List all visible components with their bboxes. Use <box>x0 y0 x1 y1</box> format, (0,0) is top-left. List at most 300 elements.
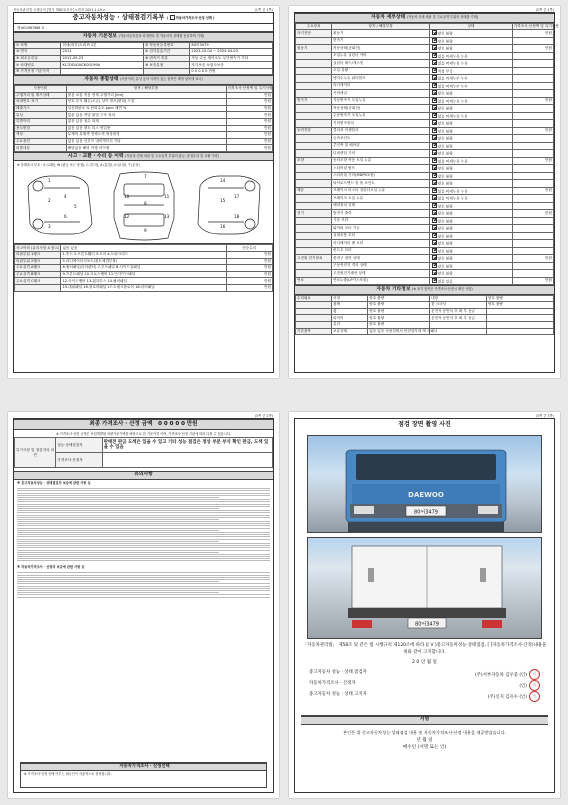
appraisal-choice-text: ※ 가격조사·산정 선택 여부는 매수인이 자율적으로 결정합니다. <box>24 772 112 776</box>
state-checkbox[interactable] <box>432 188 437 193</box>
accident-value: 5.라디에이터서포트(볼트체결부품) <box>61 258 226 265</box>
status-row <box>15 112 273 119</box>
wheel-front-right <box>245 181 255 191</box>
accident-row <box>15 278 273 285</box>
state-checkbox[interactable] <box>432 233 437 238</box>
accident-price-unit: 만원 <box>226 252 272 259</box>
etc-row <box>296 302 554 309</box>
detail-item: 커먼레일 <box>332 90 430 98</box>
accident-price-unit: 만원 <box>226 258 272 265</box>
detail-row <box>296 270 554 278</box>
notice-text-line <box>17 539 270 540</box>
detail-group: 제동 <box>296 187 332 195</box>
state-checkbox[interactable] <box>432 203 437 208</box>
detail-row <box>296 142 554 150</box>
etc-label <box>296 315 332 322</box>
detail-state <box>430 202 513 210</box>
accident-value: 없음 있음 <box>61 245 226 252</box>
state-checkbox[interactable] <box>432 30 437 35</box>
accident-simple-repair: 단순수리 <box>226 245 272 252</box>
detail-item: 추진축 및 베어링 <box>332 142 430 150</box>
band-title: 사고 · 교환 · 수리 등 이력 <box>68 153 124 159</box>
notice-text-line <box>17 586 270 587</box>
detail-row <box>296 157 554 165</box>
notice-text-line <box>17 512 270 513</box>
state-checkbox[interactable] <box>432 255 437 260</box>
page-4-frame <box>294 418 555 793</box>
detail-row <box>296 180 554 188</box>
basic-value-2: 0 0 0 0 0 만원 <box>190 68 273 75</box>
detail-group <box>296 225 332 233</box>
detail-state <box>430 135 513 143</box>
detail-group <box>296 195 332 203</box>
etc-state-2 <box>486 315 553 322</box>
detail-price <box>512 135 553 143</box>
detail-state-text: 양호 불량 <box>437 264 453 269</box>
seal-stamp: 인 <box>529 691 540 702</box>
accident-value: 6.쿼터패널(리어펜더) 7.루프패널 8.사이드실패널 <box>61 265 226 272</box>
signer-name <box>488 691 540 702</box>
notice-text-line <box>17 506 270 507</box>
status-label: 차대번호 표기 <box>15 99 67 106</box>
notice-text-line <box>17 572 270 573</box>
detail-state <box>430 210 513 218</box>
state-checkbox[interactable] <box>432 165 437 170</box>
basic-value-2: 2023.10.04 ~ 2024.04.03 <box>190 49 273 56</box>
state-checkbox[interactable] <box>432 120 437 125</box>
notice-text-line <box>17 508 219 509</box>
status-label: 튜닝 <box>15 112 67 119</box>
accident-repair-table <box>14 244 273 291</box>
etc-info-band <box>295 285 554 295</box>
notice-text-line <box>17 583 270 584</box>
status-head-item: 항목 / 해당부품 <box>66 85 226 92</box>
detail-state <box>430 217 513 225</box>
diagram-part-number: 16 <box>220 224 226 230</box>
title-check-option: ( 자동차가격조사·산정 선택 ) <box>166 16 215 20</box>
diagram-part-number: 2 <box>48 198 51 204</box>
notice-text-line <box>17 515 270 516</box>
state-checkbox[interactable] <box>432 113 437 118</box>
detail-state-text: 양호 불량 <box>437 106 453 111</box>
etc-item: 유리 <box>332 321 368 328</box>
signer-name <box>475 669 540 680</box>
detail-state-text: 양호 불량 <box>437 226 453 231</box>
detail-item: 고전원전기배선 상태 <box>332 270 430 278</box>
detail-group <box>296 240 332 248</box>
notice-text-line <box>17 488 270 489</box>
basic-label: ③ 연식 <box>15 49 61 56</box>
band-title: 자동차 기본정보 <box>82 34 117 39</box>
etc-item: 보유상태 <box>332 328 368 335</box>
basic-label: ⑤ 최초등록일 <box>15 55 61 62</box>
etc-state-2 <box>486 328 553 335</box>
checkbox[interactable] <box>170 15 175 20</box>
detail-group <box>296 150 332 158</box>
detail-price <box>512 247 553 255</box>
detail-state-text: 양호 불량 <box>437 174 453 179</box>
signer-label: 중고자동차 성능 · 상태 고지자 <box>309 692 367 697</box>
detail-group: 원동기 <box>296 45 332 53</box>
detail-state <box>430 75 513 83</box>
notice-text-line <box>17 579 270 580</box>
detail-group <box>296 165 332 173</box>
page-number: (1쪽 중 1쪽) <box>254 8 273 12</box>
diagram-part-number: 8 <box>144 201 147 207</box>
band-title: 자동차 기타정보 <box>376 287 411 293</box>
state-checkbox[interactable] <box>432 53 437 58</box>
etc-item: 외장 <box>332 295 368 302</box>
etc-state: 양호 불량 <box>368 308 430 315</box>
state-checkbox[interactable] <box>432 98 437 103</box>
notice-text-line <box>17 499 270 500</box>
diagram-part-number: 14 <box>220 178 226 184</box>
notice-text-line <box>17 525 270 526</box>
detail-state-text: 없음 미세누수 누수 <box>437 76 468 81</box>
detail-state <box>430 82 513 90</box>
etc-state: 양호 불량 <box>368 302 430 309</box>
notice-text-line <box>17 547 270 548</box>
signer-name <box>519 680 540 691</box>
detail-price <box>512 165 553 173</box>
buyer-signature: 매수인 (서명 또는 인) <box>402 744 447 750</box>
state-checkbox[interactable] <box>432 218 437 223</box>
state-checkbox[interactable] <box>432 68 437 73</box>
band-note: (자동차등록증과 차대번호 및 자동차의 상태를 동일하게 기재) <box>118 34 205 38</box>
state-checkbox[interactable] <box>432 45 437 50</box>
notice-text-line <box>17 597 270 598</box>
status-price: 만원 <box>226 132 272 139</box>
detail-state <box>430 150 513 158</box>
detail-state <box>430 90 513 98</box>
state-checkbox[interactable] <box>432 263 437 268</box>
accident-label: 외판부위 2랭크 <box>15 258 61 265</box>
form-title <box>14 13 273 24</box>
etc-item: 광택 <box>332 302 368 309</box>
notice-text-line <box>17 536 270 537</box>
special-notes-table <box>14 437 273 468</box>
detail-row <box>296 90 554 98</box>
basic-info-row <box>15 68 273 75</box>
page-3-frame <box>13 418 274 793</box>
page-2 <box>289 6 560 378</box>
state-checkbox[interactable] <box>432 240 437 245</box>
notice-text-line <box>17 521 270 522</box>
state-checkbox[interactable] <box>432 195 437 200</box>
detail-group <box>296 60 332 68</box>
detail-item: 자동변속기 오일누유 <box>332 97 430 105</box>
detail-item: 실린더 헤드/개스킷 <box>332 60 430 68</box>
notice-text-line <box>17 490 270 491</box>
page-1-frame <box>13 12 274 373</box>
detail-item: 등속조인트 <box>332 135 430 143</box>
detail-state-text: 양호 불량 <box>437 136 453 141</box>
detail-state-text: 없음 미세누유 누유 <box>437 61 468 66</box>
detail-group <box>296 112 332 120</box>
status-row <box>15 125 273 132</box>
detail-row <box>296 52 554 60</box>
status-label: 색상 <box>15 132 67 139</box>
notice-text-line <box>17 550 270 551</box>
inspector-label: 성능·상태점검자 <box>56 438 102 453</box>
accident-value: 9.프론트패널 10.크로스멤버 11.인사이드패널 <box>61 271 226 278</box>
detail-item: 와이퍼 모터 기능 <box>332 225 430 233</box>
state-checkbox[interactable] <box>432 90 437 95</box>
detail-state-text: 양호 불량 <box>437 31 453 36</box>
detail-item: 라디에이터 <box>332 82 430 90</box>
accident-label: 주요골격 C랭크 <box>15 278 61 285</box>
notice-text-line <box>17 594 270 595</box>
detail-state-text: 없음 미세누유 누유 <box>437 189 468 194</box>
notice-text-line <box>17 501 270 502</box>
document-number: 제 NO1987966 호 <box>14 24 273 32</box>
statement-date: 2 0 년 월 일 <box>412 660 437 665</box>
overall-status-table <box>14 85 273 152</box>
state-checkbox[interactable] <box>432 150 437 155</box>
detail-row <box>296 112 554 120</box>
notice-text-line <box>17 543 270 544</box>
appraisal-choice-box <box>20 762 267 788</box>
detail-price: 만원 <box>512 210 553 218</box>
basic-value: 현대(대우)트럭 R 1톤 <box>61 42 144 49</box>
state-checkbox[interactable] <box>432 143 437 148</box>
basic-label-2: ⑧ 보증유형 <box>143 62 189 69</box>
detail-row <box>296 82 554 90</box>
detail-price <box>512 240 553 248</box>
detail-state <box>430 157 513 165</box>
detail-row <box>296 195 554 203</box>
status-label: 리콜대상 <box>15 145 67 152</box>
detail-state-text: 양호 불량 <box>437 91 453 96</box>
detail-state-text: 양호 불량 <box>437 211 453 216</box>
status-head-history: 사용이력 <box>15 85 67 92</box>
etc-state-2: 양호 불량 <box>486 302 553 309</box>
wheel-rear-left <box>33 219 43 229</box>
form-title-text: 중고자동차성능 · 상태점검기록부 <box>72 14 165 21</box>
status-value: 양호 부식 훼손(오손) 상이 변조(변타) 도말 <box>66 99 226 106</box>
basic-value-2: 자동 수동 세미오토 무단변속기 기타 <box>190 55 273 62</box>
notice-text-line <box>17 497 219 498</box>
etc-item-2: 운전석 동반석 후 좌 우 응급 <box>430 315 487 322</box>
state-checkbox[interactable] <box>432 270 437 275</box>
diagram-part-number: 11 <box>164 194 170 200</box>
band-title: 자동차 세부상태 <box>371 15 406 20</box>
diagram-part-number: 18 <box>234 214 240 220</box>
basic-info-table <box>14 42 273 76</box>
state-checkbox[interactable] <box>432 38 437 43</box>
accident-label <box>15 284 61 291</box>
etc-state: 양호 불량 <box>368 321 430 328</box>
state-checkbox[interactable] <box>432 75 437 80</box>
detail-group <box>296 270 332 278</box>
state-checkbox[interactable] <box>432 158 437 163</box>
state-checkbox[interactable] <box>432 173 437 178</box>
appraiser-label: 가격조사·산정자 <box>56 453 102 468</box>
status-header-row <box>15 85 273 92</box>
vehicle-rear-photo <box>307 537 542 639</box>
basic-label-2: ⑥ 변속기 종류 <box>143 55 189 62</box>
detail-state <box>430 60 513 68</box>
appraisal-choice-title: 자동차가격조사 · 산정선택 <box>21 763 266 771</box>
status-value: 일산화탄소 % 탄화수소 ppm 매연 % <box>66 105 226 112</box>
detail-row <box>296 240 554 248</box>
rear-plate-text: 80어3479 <box>415 621 439 628</box>
basic-value-2: 자가보증 보험사보증 <box>190 62 273 69</box>
detail-row <box>296 202 554 210</box>
diagram-part-number: 3 <box>48 224 51 230</box>
signer-label: 중고자동차 성능 · 상태 점검자 <box>309 670 367 675</box>
status-label: 주행거리 및 계기상태 <box>15 92 67 99</box>
vehicle-front-photo <box>307 435 542 533</box>
detail-state <box>430 277 513 285</box>
detail-item: 브레이크 마스터 실린더오일 누유 <box>332 187 430 195</box>
receipt-date: 년 월 일 <box>416 737 433 743</box>
state-checkbox[interactable] <box>432 180 437 185</box>
detail-state <box>430 255 513 263</box>
etc-item: 타이어 <box>332 315 368 322</box>
diagram-part-number: 15 <box>220 198 226 204</box>
detail-item: 배력장치 상태 <box>332 202 430 210</box>
detail-item: 구동축전지 격리 상태 <box>332 262 430 270</box>
band-title: 자동차 종합상태 <box>84 77 119 83</box>
status-row <box>15 118 273 125</box>
detail-state-text: 양호 불량 <box>437 151 453 156</box>
notice-text-line <box>17 510 270 511</box>
notice-text-line <box>17 519 219 520</box>
detail-state <box>430 247 513 255</box>
state-checkbox[interactable] <box>432 128 437 133</box>
page-number: (2쪽 중 1쪽) <box>535 8 554 12</box>
detail-group <box>296 217 332 225</box>
notice-text-line <box>17 530 219 531</box>
detail-state <box>430 240 513 248</box>
page-2-frame <box>294 12 559 373</box>
detail-price <box>512 172 553 180</box>
diagram-part-number: 10 <box>124 194 130 200</box>
basic-value <box>61 68 144 75</box>
accident-row <box>15 258 273 265</box>
detail-state <box>430 142 513 150</box>
detail-state <box>430 120 513 128</box>
truck-front-illustration <box>308 436 545 532</box>
detail-item: 오일 유량 <box>332 67 430 75</box>
basic-value-2: 80어3479 <box>190 42 273 49</box>
band-note: (사용이력, 튜닝 등의 이력이 있는 항목은 해당 항목에 표시) <box>120 77 203 82</box>
detail-row <box>296 120 554 128</box>
detail-row <box>296 60 554 68</box>
detail-price: 만원 <box>512 187 553 195</box>
state-checkbox[interactable] <box>432 135 437 140</box>
detail-state-text: 양호 불량 <box>437 181 453 186</box>
notice-text-line <box>17 556 270 557</box>
detail-group <box>296 82 332 90</box>
detail-state-text: 없음 미세누유 누유 <box>437 159 468 164</box>
notice-text-line <box>17 523 270 524</box>
final-price-value: 0 0 0 0 0 만원 <box>158 421 198 427</box>
notice-text-line <box>17 558 270 559</box>
detail-state-text: 양호 불량 <box>437 241 453 246</box>
detail-state-text: 양호 불량 <box>437 129 453 134</box>
basic-label-2: ④ 검사유효기간 <box>143 49 189 56</box>
state-checkbox[interactable] <box>432 248 437 253</box>
state-checkbox[interactable] <box>432 210 437 215</box>
car-left-side <box>28 176 92 234</box>
notice-text-line <box>17 545 270 546</box>
detail-group: 자기진단 <box>296 30 332 38</box>
detail-row <box>296 217 554 225</box>
status-head-price: 가격조사·산정액 및 특기사항 <box>227 86 273 91</box>
detail-group <box>296 180 332 188</box>
etc-label <box>296 308 332 315</box>
legal-statement: 「자동차관리법」 제58조 및 같은 법 시행규칙 제120조에 따라 ([ V ]중고자동차성능·상태점검, [ ]자동차가격조사·산정)내용을 위와 같이 고지합니다. <box>302 643 547 655</box>
state-checkbox[interactable] <box>432 225 437 230</box>
state-checkbox[interactable] <box>432 105 437 110</box>
notice-section-1-body <box>14 486 273 564</box>
detail-price <box>512 225 553 233</box>
detail-row <box>296 277 554 285</box>
detail-price <box>512 67 553 75</box>
detail-head: 주요장치 <box>296 23 332 30</box>
detail-state <box>430 37 513 45</box>
etc-state: 양호 불량 <box>368 315 430 322</box>
accident-history-band <box>14 152 273 162</box>
basic-label-2 <box>143 68 189 75</box>
page-4 <box>289 412 560 798</box>
basic-info-row <box>15 42 273 49</box>
status-row <box>15 105 273 112</box>
status-row <box>15 92 273 99</box>
detail-state <box>430 195 513 203</box>
accident-row <box>15 245 273 252</box>
detail-price <box>512 195 553 203</box>
status-price: 만원 <box>226 99 272 106</box>
license-plate-text: 80어3479 <box>414 509 438 516</box>
detail-price <box>512 232 553 240</box>
detail-group: 전기 <box>296 210 332 218</box>
detail-group <box>296 135 332 143</box>
detail-group <box>296 52 332 60</box>
detail-item: 연료누출(LP가스포함) <box>332 277 430 285</box>
diagram-part-number: 7 <box>144 174 147 180</box>
detail-price <box>512 142 553 150</box>
detail-state-text: 없음 미세누유 누유 <box>437 99 468 104</box>
final-price-band <box>14 419 273 430</box>
basic-info-row <box>15 55 273 62</box>
detail-state <box>430 30 513 38</box>
detail-state-text: 양호 불량 <box>437 271 453 276</box>
state-checkbox[interactable] <box>432 60 437 65</box>
detail-row <box>296 30 554 38</box>
status-price: 만원 <box>226 118 272 125</box>
detail-state <box>430 127 513 135</box>
accident-row <box>15 271 273 278</box>
notice-section-1-title: ※ 중고자동차성능 · 상태점검의 보증에 관한 사항 등 <box>17 480 91 485</box>
detail-price: 만원 <box>512 97 553 105</box>
state-checkbox[interactable] <box>432 278 437 283</box>
notice-text-line <box>17 493 270 494</box>
page-1 <box>8 6 279 378</box>
detail-item: 냉각수누수 워터펌프 <box>332 75 430 83</box>
status-value: 무채색 유채색 전체도색 색상변경 <box>66 132 226 139</box>
basic-info-row <box>15 49 273 56</box>
notice-section-2-title: ※ 자동차가격조사 · 산정의 보증에 관한 사항 등 <box>17 564 85 569</box>
diagram-part-number: 9 <box>144 228 147 234</box>
state-checkbox[interactable] <box>432 83 437 88</box>
status-row <box>15 145 273 152</box>
etc-state: 없음 있음 사용설명서 안전삼각대 잭 스패너 <box>369 328 438 333</box>
detail-price <box>512 82 553 90</box>
detail-item: 동력조향 작동 오일 누유 <box>332 157 430 165</box>
